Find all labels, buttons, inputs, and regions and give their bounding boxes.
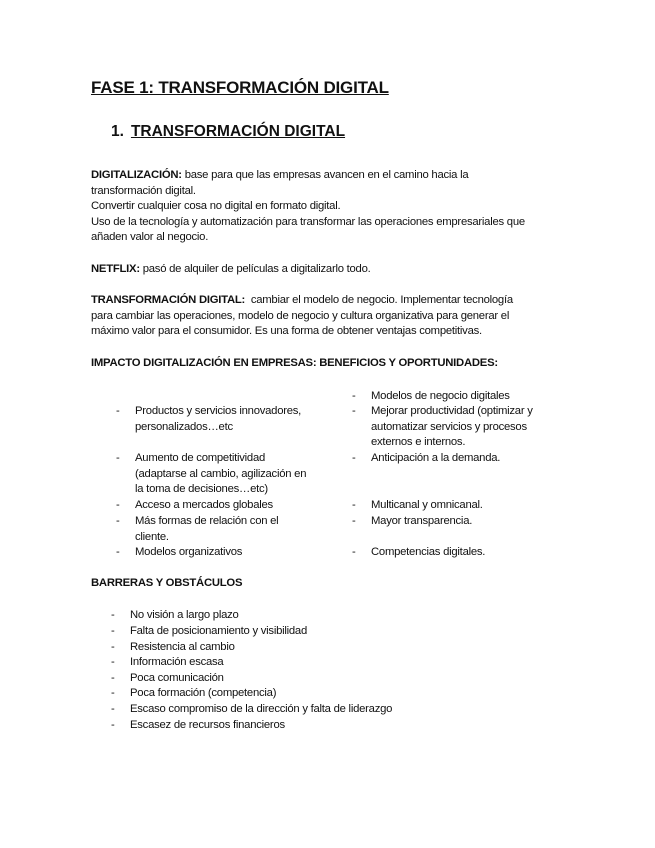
bullet-dash: - — [352, 405, 356, 417]
bullet-dash: - — [111, 609, 115, 621]
item-line: Modelos de negocio digitales — [371, 390, 510, 402]
item-line: Poca comunicación — [130, 672, 224, 684]
digitalizacion-line: añaden valor al negocio. — [91, 231, 209, 244]
item-line: Información escasa — [130, 656, 224, 668]
digitalizacion-paragraph — [91, 168, 581, 246]
item-line: Aumento de competitividad — [135, 452, 266, 464]
barreras-title: BARRERAS Y OBSTÁCULOS — [91, 577, 243, 589]
bullet-dash: - — [111, 719, 115, 731]
digitalizacion-line: base para que las empresas avancen en el camino hacia la — [184, 169, 469, 181]
bullet-dash: - — [111, 656, 115, 668]
item-line: Poca formación (competencia) — [130, 687, 277, 699]
item-line: automatizar servicios y procesos — [371, 420, 527, 433]
bullet-dash: - — [352, 515, 356, 527]
digitalizacion-line: Convertir cualquier cosa no digital en formato digital. — [91, 200, 341, 213]
bullet-dash: - — [111, 641, 115, 653]
section-heading — [111, 123, 345, 141]
netflix-text: pasó de alquiler de películas a digitalizarlo todo. — [142, 263, 371, 275]
section-number: 1. — [111, 123, 124, 140]
bullet-dash: - — [116, 546, 120, 558]
netflix-paragraph — [91, 262, 581, 278]
transformacion-term: TRANSFORMACIÓN DIGITAL: — [91, 294, 246, 306]
item-line: Falta de posicionamiento y visibilidad — [130, 625, 307, 637]
bullet-dash: - — [116, 499, 120, 511]
bullet-dash: - — [352, 452, 356, 464]
section-heading-text: TRANSFORMACIÓN DIGITAL — [130, 123, 346, 140]
item-line: Productos y servicios innovadores, — [135, 405, 302, 417]
item-line: Multicanal y omnicanal. — [371, 499, 483, 511]
transformacion-line: para cambiar las operaciones, modelo de negocio y cultura organizativa para generar el — [91, 309, 510, 322]
item-line: No visión a largo plazo — [130, 609, 239, 621]
item-line: Resistencia al cambio — [130, 641, 235, 653]
transformacion-line: máximo valor para el consumidor. Es una forma de obtener ventajas competitivas. — [91, 325, 482, 338]
item-line: Mejorar productividad (optimizar y — [371, 405, 533, 417]
item-line: cliente. — [135, 530, 169, 543]
item-line: Mayor transparencia. — [371, 515, 473, 527]
digitalizacion-line: transformación digital. — [91, 184, 196, 197]
impacto-title: IMPACTO DIGITALIZACIÓN EN EMPRESAS: BENEFICIOS Y OPORTUNIDADES: — [91, 357, 498, 369]
item-line: (adaptarse al cambio, agilización en — [135, 467, 307, 480]
item-line: personalizados…etc — [135, 420, 233, 433]
bullet-dash: - — [352, 546, 356, 558]
item-line: Modelos organizativos — [135, 546, 243, 558]
bullet-dash: - — [111, 672, 115, 684]
item-line: Acceso a mercados globales — [135, 499, 273, 511]
bullet-dash: - — [352, 390, 356, 402]
item-line: externos e internos. — [371, 436, 466, 449]
bullet-dash: - — [116, 515, 120, 527]
netflix-term: NETFLIX: — [91, 263, 140, 275]
transformacion-paragraph — [91, 293, 581, 340]
bullet-dash: - — [116, 405, 120, 417]
item-line: la toma de decisiones…etc) — [135, 483, 268, 496]
item-line: Competencias digitales. — [371, 546, 486, 558]
digitalizacion-term: DIGITALIZACIÓN: — [91, 169, 182, 181]
bullet-dash: - — [352, 499, 356, 511]
item-line: Más formas de relación con el — [135, 515, 279, 527]
item-line: Escasez de recursos financieros — [130, 719, 285, 731]
page-title: FASE 1: TRANSFORMACIÓN DIGITAL — [91, 78, 389, 97]
bullet-dash: - — [111, 687, 115, 699]
item-line: Escaso compromiso de la dirección y falta de liderazgo — [130, 703, 393, 715]
bullet-dash: - — [116, 452, 120, 464]
digitalizacion-line: Uso de la tecnología y automatización para transformar las operaciones empresariales que — [91, 215, 525, 228]
transformacion-line: cambiar el modelo de negocio. Implementar tecnología — [250, 294, 513, 306]
bullet-dash: - — [111, 703, 115, 715]
bullet-dash: - — [111, 625, 115, 637]
item-line: Anticipación a la demanda. — [371, 452, 501, 464]
